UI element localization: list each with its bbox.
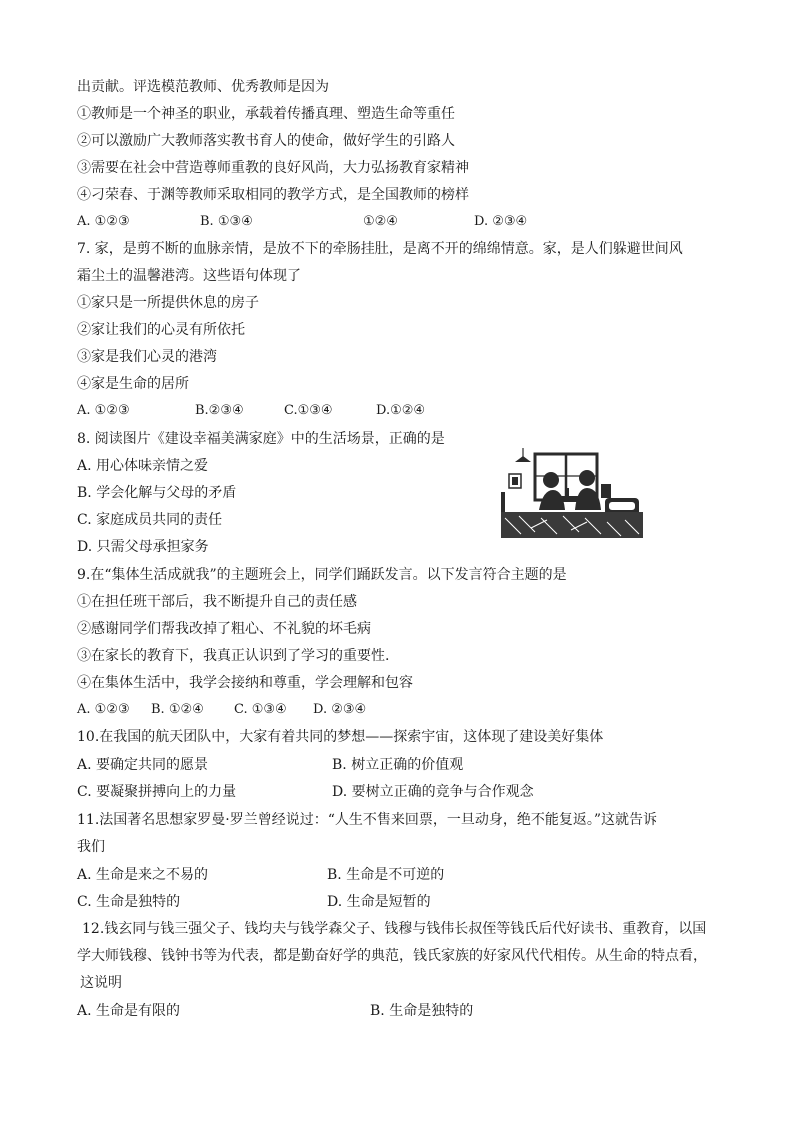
- q9-stem: 9.在“集体生活成就我”的主题班会上，同学们踊跃发言。以下发言符合主题的是: [77, 567, 567, 583]
- q9-item-3: ③在家长的教育下，我真正认识到了学习的重要性.: [77, 648, 390, 664]
- q10-option-a: A. 要确定共同的愿景: [77, 757, 209, 773]
- q11-stem-line-1: 11.法国著名思想家罗曼·罗兰曾经说过：“人生不售来回票，一旦动身，绝不能复返。”这就告诉: [77, 812, 658, 828]
- q9-option-b: B. ①②④: [151, 702, 204, 717]
- q7-item-1: ①家只是一所提供休息的房子: [77, 295, 259, 311]
- q11-option-d: D. 生命是短暂的: [327, 894, 431, 910]
- intro-line: 出贡献。评选模范教师、优秀教师是因为: [77, 79, 329, 95]
- q6-option-d: D. ②③④: [474, 214, 528, 229]
- q9-option-d: D. ②③④: [313, 702, 367, 717]
- q12-option-a: A. 生命是有限的: [77, 1003, 181, 1019]
- q8-stem: 8. 阅读图片《建设幸福美满家庭》中的生活场景，正确的是: [77, 431, 445, 447]
- q7-option-b: B.②③④: [195, 403, 244, 418]
- q7-option-c: C.①③④: [284, 403, 333, 418]
- q7-stem-line-1: 7. 家，是剪不断的血脉亲情，是放不下的牵肠挂肚，是离不开的绵绵情意。家，是人们躲避世间风: [77, 241, 683, 257]
- q7-item-3: ③家是我们心灵的港湾: [77, 349, 217, 365]
- q7-item-2: ②家让我们的心灵有所依托: [77, 322, 245, 338]
- q9-item-2: ②感谢同学们帮我改掉了粗心、不礼貌的坏毛病: [77, 621, 371, 637]
- q6-item-3: ③需要在社会中营造尊师重教的良好风尚，大力弘扬教育家精神: [77, 160, 469, 176]
- q10-option-c: C. 要凝聚拼搏向上的力量: [77, 784, 237, 800]
- q7-stem-line-2: 霜尘土的温馨港湾。这些语句体现了: [77, 268, 301, 284]
- family-scene-woodcut-icon: [501, 448, 643, 538]
- q11-stem-line-2: 我们: [77, 839, 105, 855]
- q7-option-d: D.①②④: [376, 403, 426, 418]
- q6-option-b: B. ①③④: [200, 214, 253, 229]
- q11-option-a: A. 生命是来之不易的: [77, 867, 209, 883]
- q12-stem-line-3: 这说明: [80, 975, 122, 991]
- q7-option-a: A. ①②③: [77, 403, 130, 418]
- q11-option-b: B. 生命是不可逆的: [327, 867, 445, 883]
- q8-option-b: B. 学会化解与父母的矛盾: [77, 485, 237, 501]
- q9-item-1: ①在担任班干部后，我不断提升自己的责任感: [77, 594, 357, 610]
- q8-option-d: D. 只需父母承担家务: [77, 539, 209, 555]
- q6-item-4: ④刁荣春、于渊等教师采取相同的教学方式，是全国教师的榜样: [77, 187, 469, 203]
- q10-option-d: D. 要树立正确的竞争与合作观念: [332, 784, 534, 800]
- q12-option-b: B. 生命是独特的: [370, 1003, 474, 1019]
- q6-item-2: ②可以激励广大教师落实教书育人的使命，做好学生的引路人: [77, 133, 455, 149]
- q9-option-a: A. ①②③: [77, 702, 130, 717]
- q6-option-a: A. ①②③: [77, 214, 130, 229]
- q9-option-c: C. ①③④: [234, 702, 287, 717]
- q6-item-1: ①教师是一个神圣的职业，承载着传播真理、塑造生命等重任: [77, 106, 455, 122]
- q12-stem-line-1: 12.钱玄同与钱三强父子、钱均夫与钱学森父子、钱穆与钱伟长叔侄等钱氏后代好读书、重教育，以国: [82, 921, 707, 937]
- q8-option-a: A. 用心体味亲情之爱: [77, 458, 209, 474]
- q6-option-c: ①②④: [363, 214, 398, 229]
- q12-stem-line-2: 学大师钱穆、钱钟书等为代表，都是勤奋好学的典范，钱氏家族的好家风代代相传。从生命的特点看，: [77, 948, 707, 964]
- q10-option-b: B. 树立正确的价值观: [332, 757, 464, 773]
- q7-item-4: ④家是生命的居所: [77, 376, 189, 392]
- q10-stem: 10.在我国的航天团队中，大家有着共同的梦想——探索宇宙，这体现了建设美好集体: [77, 729, 604, 745]
- q8-option-c: C. 家庭成员共同的责任: [77, 512, 223, 528]
- q9-item-4: ④在集体生活中，我学会接纳和尊重，学会理解和包容: [77, 675, 413, 691]
- q11-option-c: C. 生命是独特的: [77, 894, 181, 910]
